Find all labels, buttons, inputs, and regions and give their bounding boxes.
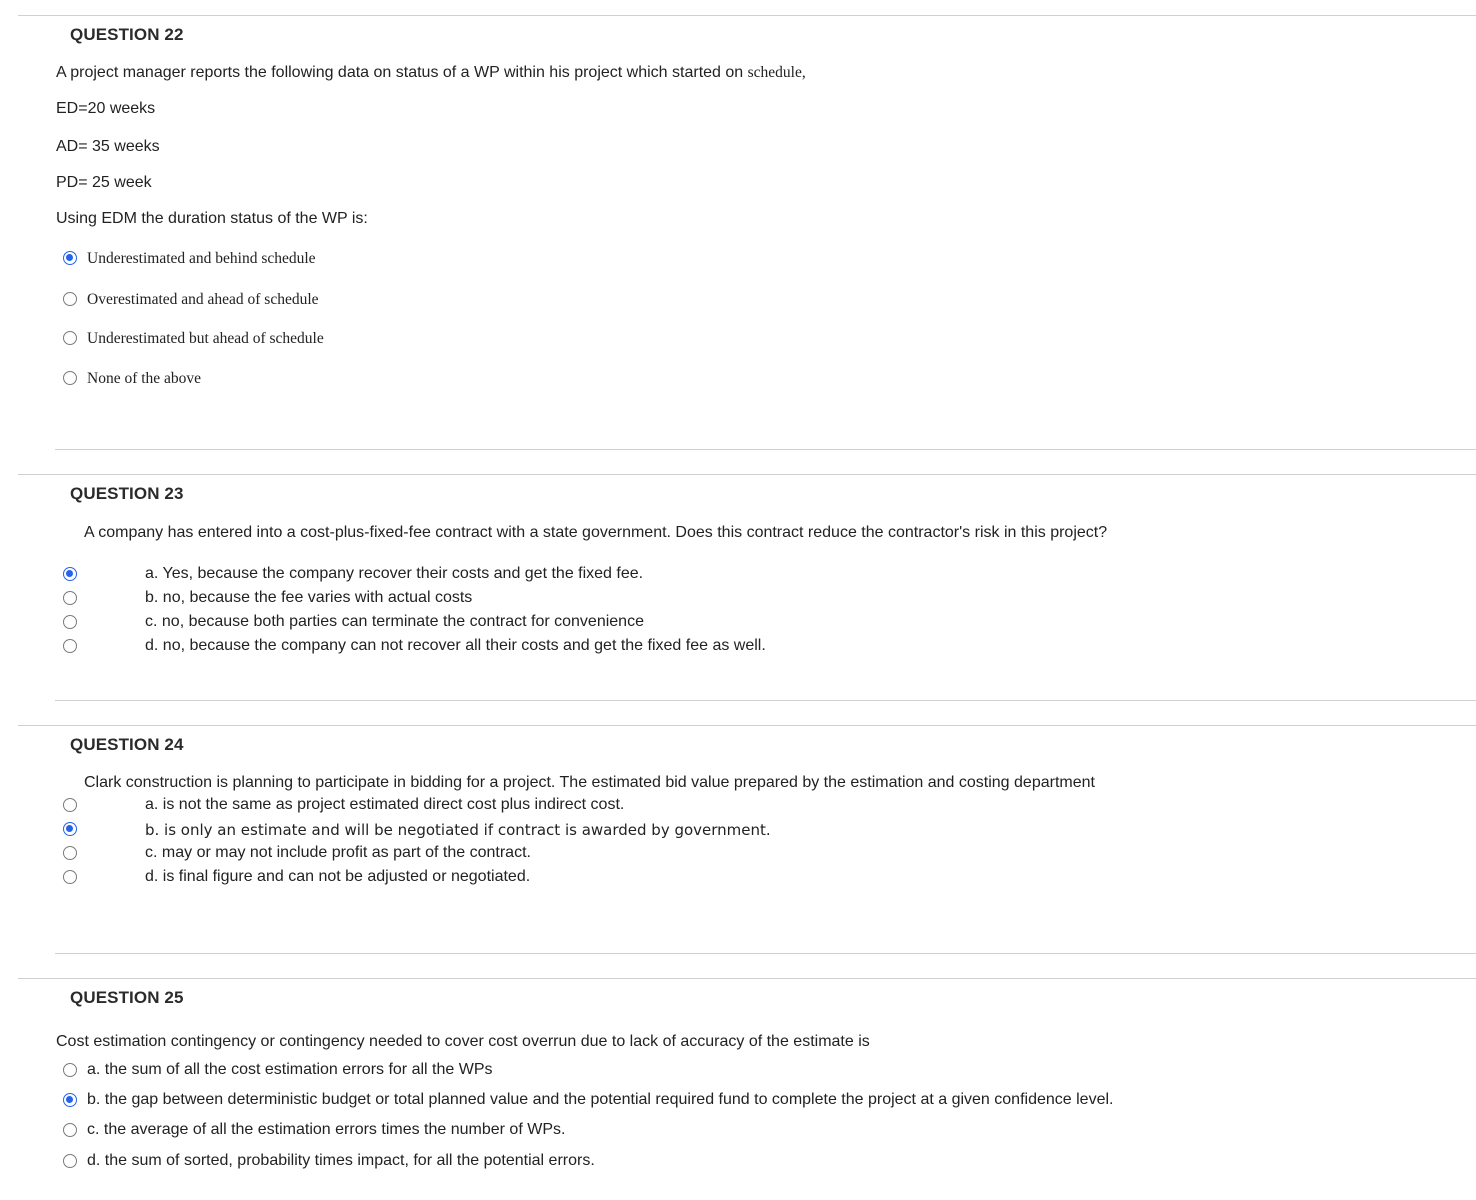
option-label[interactable]: a. the sum of all the cost estimation errors for all the WPs	[87, 1061, 493, 1078]
option-radio[interactable]	[63, 331, 77, 345]
divider	[55, 953, 1476, 954]
option-label[interactable]: a. Yes, because the company recover their costs and get the fixed fee.	[145, 565, 644, 582]
option-radio[interactable]	[63, 1093, 77, 1107]
option-radio[interactable]	[63, 798, 77, 812]
option-label[interactable]: d. no, because the company can not recover all their costs and get the fixed fee as well.	[145, 637, 766, 654]
option-radio[interactable]	[63, 567, 77, 581]
divider	[18, 474, 1476, 475]
option-radio[interactable]	[63, 371, 77, 385]
question-prompt: A company has entered into a cost-plus-fixed-fee contract with a state government. Does this contract reduce the contractor's risk in this project?	[84, 524, 1108, 541]
option-radio[interactable]	[63, 251, 77, 265]
divider	[18, 725, 1476, 726]
question-title: QUESTION 24	[70, 735, 184, 754]
data-ad: AD= 35 weeks	[56, 138, 160, 155]
option-label[interactable]: c. the average of all the estimation errors times the number of WPs.	[87, 1121, 566, 1138]
question-prompt: Using EDM the duration status of the WP is:	[56, 210, 368, 227]
data-pd: PD= 25 week	[56, 174, 152, 191]
question-prompt: Cost estimation contingency or contingency needed to cover cost overrun due to lack of accuracy of the estimate is	[56, 1033, 870, 1050]
divider	[55, 700, 1476, 701]
option-label[interactable]: Underestimated and behind schedule	[87, 250, 316, 267]
divider	[18, 15, 1476, 16]
option-radio[interactable]	[63, 870, 77, 884]
option-radio[interactable]	[63, 822, 77, 836]
data-ed: ED=20 weeks	[56, 100, 156, 117]
divider	[55, 449, 1476, 450]
question-intro	[56, 64, 806, 82]
option-radio[interactable]	[63, 615, 77, 629]
option-label[interactable]: d. is final figure and can not be adjusted or negotiated.	[145, 868, 531, 885]
option-label[interactable]: b. no, because the fee varies with actual costs	[145, 589, 473, 606]
intro-text-serif: schedule,	[747, 64, 806, 81]
option-radio[interactable]	[63, 591, 77, 605]
option-radio[interactable]	[63, 292, 77, 306]
option-radio[interactable]	[63, 1154, 77, 1168]
option-radio[interactable]	[63, 1123, 77, 1137]
question-prompt: Clark construction is planning to participate in bidding for a project. The estimated bid value prepared by the estimation and costing department	[84, 774, 1095, 791]
option-label[interactable]: Overestimated and ahead of schedule	[87, 291, 319, 308]
option-radio[interactable]	[63, 846, 77, 860]
divider	[18, 978, 1476, 979]
option-label[interactable]: a. is not the same as project estimated direct cost plus indirect cost.	[145, 796, 625, 813]
option-label[interactable]: b. the gap between deterministic budget or total planned value and the potential required fund to complete the project at a given confidence level.	[87, 1091, 1114, 1108]
option-label[interactable]: c. may or may not include profit as part of the contract.	[145, 844, 531, 861]
option-label[interactable]: c. no, because both parties can terminate the contract for convenience	[145, 613, 644, 630]
question-title: QUESTION 23	[70, 484, 184, 503]
option-label[interactable]: Underestimated but ahead of schedule	[87, 330, 324, 347]
option-radio[interactable]	[63, 639, 77, 653]
option-label[interactable]: None of the above	[87, 370, 202, 387]
option-label[interactable]: b. is only an estimate and will be negotiated if contract is awarded by government.	[145, 821, 771, 839]
intro-text: A project manager reports the following data on status of a WP within his project which started on	[56, 64, 744, 81]
option-radio[interactable]	[63, 1063, 77, 1077]
question-title: QUESTION 22	[70, 25, 184, 44]
option-label[interactable]: d. the sum of sorted, probability times impact, for all the potential errors.	[87, 1152, 595, 1169]
question-title: QUESTION 25	[70, 988, 184, 1007]
